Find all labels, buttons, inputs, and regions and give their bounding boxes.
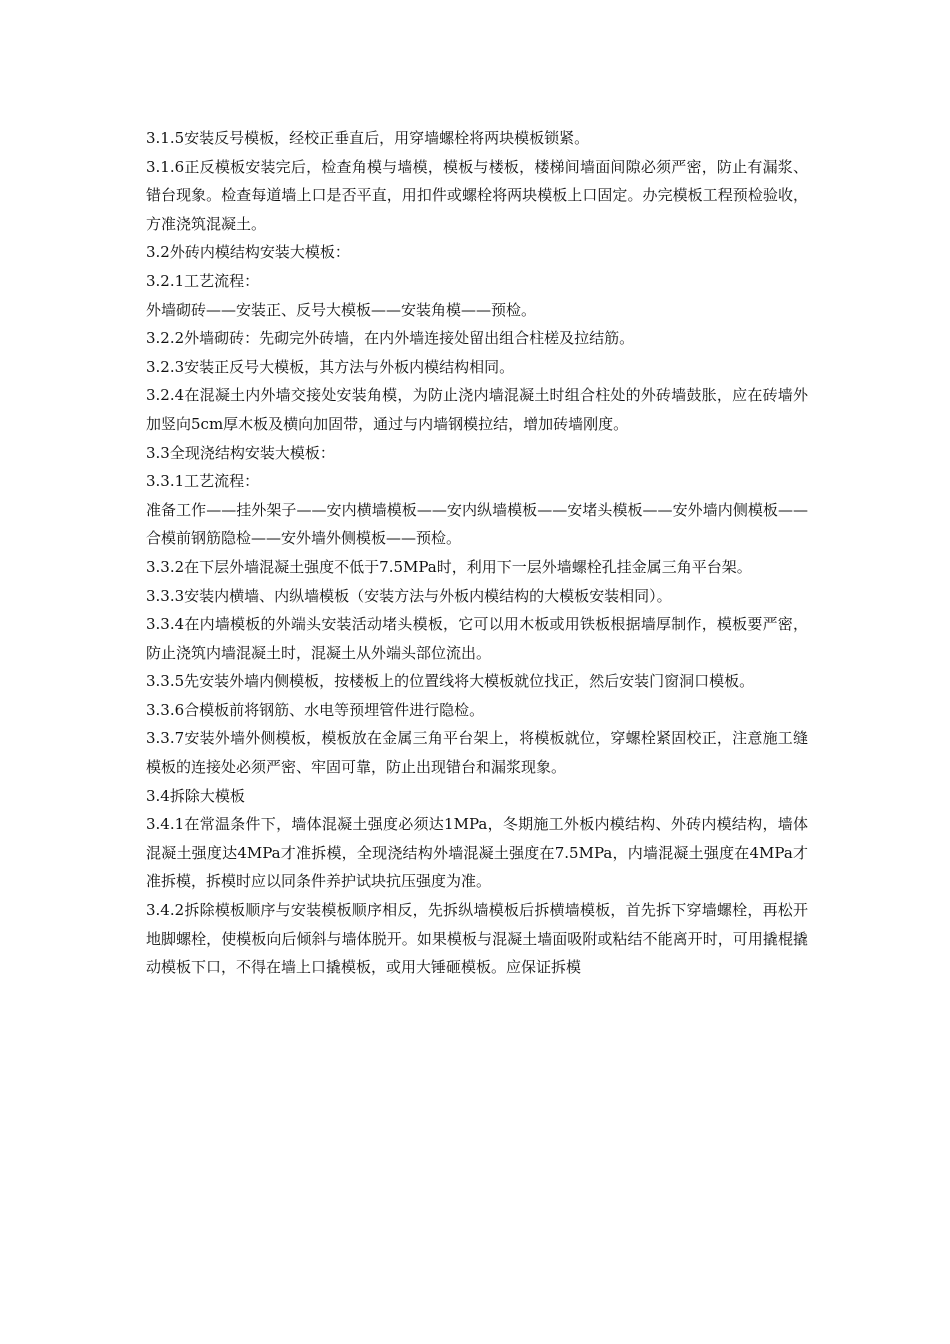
paragraph-3-4-1: 3.4.1在常温条件下，墙体混凝土强度必须达1MPa，冬期施工外板内模结构、外砖内模结构，墙体混凝土强度达4MPa才准拆模，全现浇结构外墙混凝土强度在7.5MPa，内墙混凝土强度在4MPa才准拆模，拆模时应以同条件养护试块抗压强度为准。 bbox=[146, 815, 808, 891]
document-body bbox=[146, 124, 808, 982]
heading-3-2: 3.2外砖内模结构安装大模板： bbox=[146, 243, 350, 262]
process-flow-3-2: 外墙砌砖——安装正、反号大模板——安装角模——预检。 bbox=[146, 300, 537, 319]
heading-3-3: 3.3全现浇结构安装大模板： bbox=[146, 443, 335, 462]
paragraph-3-3-3: 3.3.3安装内横墙、内纵墙模板（安装方法与外板内模结构的大模板安装相同）。 bbox=[146, 586, 672, 605]
paragraph-3-3-4: 3.3.4在内墙模板的外端头安装活动堵头模板，它可以用木板或用铁板根据墙厚制作，模板要严密，防止浇筑内墙混凝土时，混凝土从外端头部位流出。 bbox=[146, 615, 808, 662]
paragraph-3-1-6: 3.1.6正反模板安装完后，检查角模与墙模，模板与楼板，楼梯间墙面间隙必须严密，防止有漏浆、错台现象。检查每道墙上口是否平直，用扣件或螺栓将两块模板上口固定。办完模板工程预检验收，方准浇筑混凝土。 bbox=[146, 157, 808, 233]
paragraph-3-3-5: 3.3.5先安装外墙内侧模板，按楼板上的位置线将大模板就位找正，然后安装门窗洞口模板。 bbox=[146, 672, 755, 691]
paragraph-3-3-7: 3.3.7安装外墙外侧模板，模板放在金属三角平台架上，将模板就位，穿螺栓紧固校正，注意施工缝模板的连接处必须严密、牢固可靠，防止出现错台和漏浆现象。 bbox=[146, 729, 808, 777]
process-flow-3-3: 准备工作——挂外架子——安内横墙模板——安内纵墙模板——安堵头模板——安外墙内侧模板——合模前钢筋隐检——安外墙外侧模板——预检。 bbox=[146, 500, 808, 548]
paragraph-3-3-2: 3.3.2在下层外墙混凝土强度不低于7.5MPa时，利用下一层外墙螺栓孔挂金属三角平台架。 bbox=[146, 557, 752, 576]
paragraph-3-2-4: 3.2.4在混凝土内外墙交接处安装角模，为防止浇内墙混凝土时组合柱处的外砖墙鼓胀，应在砖墙外加竖向5cm厚木板及横向加固带，通过与内墙钢模拉结，增加砖墙刚度。 bbox=[146, 386, 808, 433]
paragraph-3-2-2: 3.2.2外墙砌砖：先砌完外砖墙，在内外墙连接处留出组合柱槎及拉结筋。 bbox=[146, 329, 635, 348]
paragraph-3-2-3: 3.2.3安装正反号大模板，其方法与外板内模结构相同。 bbox=[146, 357, 515, 376]
paragraph-3-4-2: 3.4.2拆除模板顺序与安装模板顺序相反，先拆纵墙模板后拆横墙模板，首先拆下穿墙螺栓，再松开地脚螺栓，使模板向后倾斜与墙体脱开。如果模板与混凝土墙面吸附或粘结不能离开时，可用撬棍撬动模板下口，不得在墙上口撬模板，或用大锤砸模板。应保证拆模 bbox=[146, 901, 808, 977]
paragraph-3-1-5: 3.1.5安装反号模板，经校正垂直后，用穿墙螺栓将两块模板锁紧。 bbox=[146, 129, 590, 147]
paragraph-3-3-1: 3.3.1工艺流程： bbox=[146, 472, 260, 491]
heading-3-4: 3.4拆除大模板 bbox=[146, 786, 245, 805]
paragraph-3-2-1: 3.2.1工艺流程： bbox=[146, 271, 260, 290]
paragraph-3-3-6: 3.3.6合模板前将钢筋、水电等预埋管件进行隐检。 bbox=[146, 700, 485, 719]
